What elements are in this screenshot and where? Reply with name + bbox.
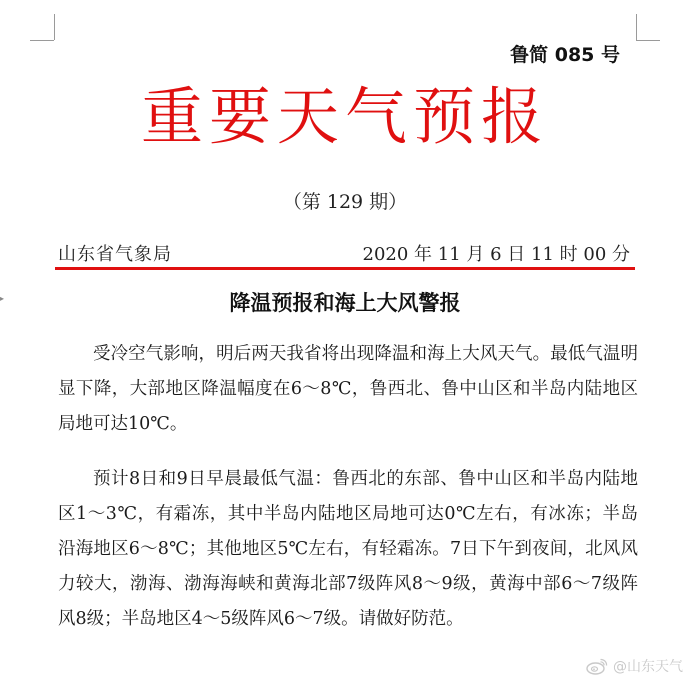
weibo-icon bbox=[586, 657, 608, 675]
issuer: 山东省气象局 bbox=[58, 244, 172, 265]
crop-mark-top-left-vertical bbox=[54, 14, 55, 40]
crop-mark-top-left-horizontal bbox=[30, 40, 54, 41]
main-title: 重要天气预报 bbox=[140, 80, 549, 153]
crop-mark-top-right-horizontal bbox=[636, 40, 660, 41]
watermark-text: @山东天气 bbox=[613, 659, 683, 675]
margin-marker-icon: ▸ bbox=[0, 294, 5, 303]
issue-time: 2020 年 11 月 6 日 11 时 00 分 bbox=[362, 244, 630, 265]
crop-mark-top-right-vertical bbox=[636, 14, 637, 40]
headline: 降温预报和海上大风警报 bbox=[229, 290, 461, 315]
body-paragraph-2: 预计8日和9日早晨最低气温：鲁西北的东部、鲁中山区和半岛内陆地区1～3℃，有霜冻，其中半岛内陆地区局地可达0℃左右，有冰冻；半岛沿海地区6～8℃；其他地区5℃左右，有轻霜冻。7日下午到夜间，北风风力较大，渤海、渤海海峡和黄海北部7级阵风8～9级，黄海中部6～7级阵风8级；半岛地区4～5级阵风6～7级。请做好防范。 bbox=[58, 469, 638, 629]
document-number: 鲁简 085 号 bbox=[510, 44, 620, 66]
issue-number: （第 129 期） bbox=[282, 191, 408, 213]
watermark bbox=[586, 654, 683, 678]
header-divider bbox=[55, 267, 635, 270]
body-paragraph-1: 受冷空气影响，明后两天我省将出现降温和海上大风天气。最低气温明显下降，大部地区降温幅度在6～8℃，鲁西北、鲁中山区和半岛内陆地区局地可达10℃。 bbox=[58, 344, 638, 434]
